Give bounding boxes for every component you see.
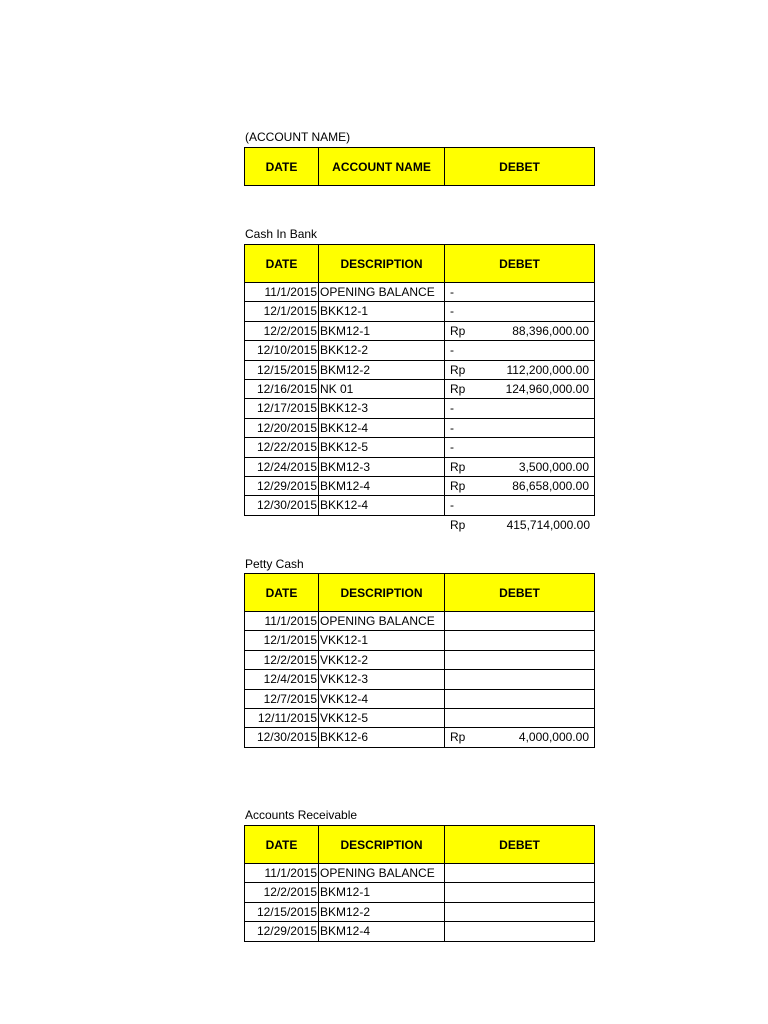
debet-cell bbox=[445, 361, 595, 380]
description-cell: BKK12-5 bbox=[319, 438, 445, 457]
table-row bbox=[244, 903, 595, 922]
table-row bbox=[244, 728, 595, 747]
table-row bbox=[244, 380, 595, 399]
amount-value: 3,500,000.00 bbox=[518, 459, 589, 474]
currency-label bbox=[450, 612, 498, 630]
table-row bbox=[244, 922, 595, 941]
currency-label bbox=[450, 903, 498, 921]
table-body bbox=[244, 612, 595, 748]
header-debet: DEBET bbox=[499, 159, 540, 174]
description-cell: VKK12-3 bbox=[319, 670, 445, 689]
description-cell: VKK12-4 bbox=[319, 690, 445, 709]
section-title: Cash In Bank bbox=[245, 227, 318, 241]
amount-value bbox=[498, 399, 589, 417]
amount-value bbox=[498, 302, 589, 320]
header-debet: DEBET bbox=[499, 585, 540, 600]
currency-label: Rp bbox=[450, 478, 466, 493]
header-date: DATE bbox=[245, 148, 319, 185]
debet-cell bbox=[445, 399, 595, 418]
total-amount-value: 415,714,000.00 bbox=[506, 517, 590, 532]
debet-cell bbox=[445, 709, 595, 728]
date-cell: 12/10/2015 bbox=[244, 341, 319, 360]
table-row bbox=[244, 670, 595, 689]
date-cell: 12/20/2015 bbox=[244, 419, 319, 438]
date-cell: 12/16/2015 bbox=[244, 380, 319, 399]
debet-cell bbox=[445, 631, 595, 650]
header-description: DESCRIPTION bbox=[319, 826, 445, 863]
amount-value bbox=[498, 341, 589, 359]
table-row bbox=[244, 883, 595, 902]
date-cell: 11/1/2015 bbox=[244, 283, 319, 302]
currency-label bbox=[450, 670, 498, 688]
date-cell: 12/2/2015 bbox=[244, 651, 319, 670]
table-row bbox=[244, 612, 595, 631]
amount-value bbox=[498, 631, 589, 649]
table-body bbox=[244, 283, 595, 535]
debet-cell bbox=[445, 922, 595, 941]
description-cell: BKK12-6 bbox=[319, 728, 445, 747]
date-cell: 12/22/2015 bbox=[244, 438, 319, 457]
date-cell: 12/15/2015 bbox=[244, 361, 319, 380]
empty-cell bbox=[319, 516, 445, 535]
currency-label: Rp bbox=[450, 362, 466, 377]
debet-cell bbox=[445, 341, 595, 360]
amount-value bbox=[498, 438, 589, 456]
currency-label bbox=[450, 922, 498, 940]
amount-value bbox=[498, 419, 589, 437]
debet-cell bbox=[445, 380, 595, 399]
amount-value: 86,658,000.00 bbox=[512, 478, 589, 493]
description-cell: BKK12-2 bbox=[319, 341, 445, 360]
description-cell: BKM12-2 bbox=[319, 361, 445, 380]
currency-label: - bbox=[450, 285, 454, 299]
amount-value bbox=[498, 883, 589, 901]
currency-label: Rp bbox=[450, 323, 466, 338]
currency-label: - bbox=[450, 420, 454, 435]
amount-value bbox=[498, 670, 589, 688]
currency-label bbox=[450, 690, 498, 708]
debet-cell bbox=[445, 458, 595, 477]
description-cell: OPENING BALANCE bbox=[319, 864, 445, 883]
total-debet-cell bbox=[445, 516, 595, 535]
table-header bbox=[244, 147, 595, 186]
table-row bbox=[244, 399, 595, 418]
table-header bbox=[244, 244, 595, 283]
description-cell: BKM12-4 bbox=[319, 922, 445, 941]
header-date: DATE bbox=[245, 245, 319, 282]
currency-label bbox=[450, 631, 498, 649]
date-cell: 12/15/2015 bbox=[244, 903, 319, 922]
date-cell: 12/30/2015 bbox=[244, 728, 319, 747]
table-row bbox=[244, 419, 595, 438]
table-row bbox=[244, 864, 595, 883]
header-date: DATE bbox=[245, 826, 319, 863]
table-row bbox=[244, 477, 595, 496]
amount-value bbox=[498, 690, 589, 708]
section-title: (ACCOUNT NAME) bbox=[245, 130, 351, 144]
description-cell: VKK12-2 bbox=[319, 651, 445, 670]
date-cell: 12/29/2015 bbox=[244, 922, 319, 941]
debet-cell bbox=[445, 612, 595, 631]
table-row bbox=[244, 631, 595, 650]
currency-label: - bbox=[450, 498, 454, 513]
description-cell: BKM12-3 bbox=[319, 458, 445, 477]
table-header bbox=[244, 825, 595, 864]
amount-value bbox=[498, 922, 589, 940]
debet-cell bbox=[445, 419, 595, 438]
debet-cell bbox=[445, 302, 595, 321]
amount-value: 4,000,000.00 bbox=[518, 730, 589, 745]
debet-cell bbox=[445, 670, 595, 689]
currency-label: Rp bbox=[450, 381, 466, 396]
header-description: DESCRIPTION bbox=[319, 245, 445, 282]
section-title: Accounts Receivable bbox=[245, 808, 358, 822]
debet-cell bbox=[445, 690, 595, 709]
currency-label: Rp bbox=[450, 730, 466, 745]
date-cell: 12/2/2015 bbox=[244, 322, 319, 341]
amount-value bbox=[498, 864, 589, 882]
amount-value bbox=[498, 283, 589, 301]
date-cell: 12/24/2015 bbox=[244, 458, 319, 477]
date-cell: 11/1/2015 bbox=[244, 864, 319, 883]
table-body bbox=[244, 864, 595, 942]
currency-label bbox=[450, 883, 498, 901]
table-row bbox=[244, 322, 595, 341]
description-cell: BKM12-1 bbox=[319, 322, 445, 341]
table-row bbox=[244, 341, 595, 360]
description-cell: BKK12-1 bbox=[319, 302, 445, 321]
debet-cell bbox=[445, 728, 595, 747]
description-cell: VKK12-1 bbox=[319, 631, 445, 650]
table-row bbox=[244, 361, 595, 380]
description-cell: OPENING BALANCE bbox=[319, 283, 445, 302]
amount-value bbox=[498, 612, 589, 630]
description-cell: BKK12-4 bbox=[319, 496, 445, 515]
section-title: Petty Cash bbox=[245, 557, 304, 571]
amount-value bbox=[498, 903, 589, 921]
table-row bbox=[244, 438, 595, 457]
currency-label: Rp bbox=[450, 517, 466, 532]
header-account-name: ACCOUNT NAME bbox=[319, 148, 445, 185]
amount-value bbox=[498, 496, 589, 514]
table-row bbox=[244, 302, 595, 321]
description-cell: NK 01 bbox=[319, 380, 445, 399]
table-row bbox=[244, 496, 595, 515]
table-row bbox=[244, 458, 595, 477]
table-row bbox=[244, 283, 595, 302]
debet-cell bbox=[445, 864, 595, 883]
description-cell: BKK12-4 bbox=[319, 419, 445, 438]
debet-cell bbox=[445, 651, 595, 670]
description-cell: BKM12-4 bbox=[319, 477, 445, 496]
description-cell: BKM12-2 bbox=[319, 903, 445, 922]
debet-cell bbox=[445, 283, 595, 302]
table-row bbox=[244, 709, 595, 728]
header-debet: DEBET bbox=[499, 256, 540, 271]
table-row bbox=[244, 651, 595, 670]
description-cell: BKK12-3 bbox=[319, 399, 445, 418]
currency-label bbox=[450, 709, 498, 727]
date-cell: 12/30/2015 bbox=[244, 496, 319, 515]
table-header bbox=[244, 573, 595, 612]
date-cell: 12/11/2015 bbox=[244, 709, 319, 728]
amount-value: 112,200,000.00 bbox=[506, 362, 589, 377]
header-debet: DEBET bbox=[499, 837, 540, 852]
date-cell: 12/17/2015 bbox=[244, 399, 319, 418]
date-cell: 12/1/2015 bbox=[244, 302, 319, 321]
date-cell: 12/7/2015 bbox=[244, 690, 319, 709]
description-cell: VKK12-5 bbox=[319, 709, 445, 728]
date-cell: 11/1/2015 bbox=[244, 612, 319, 631]
amount-value bbox=[498, 709, 589, 727]
currency-label: Rp bbox=[450, 459, 466, 474]
debet-cell bbox=[445, 883, 595, 902]
debet-cell bbox=[445, 438, 595, 457]
amount-value: 88,396,000.00 bbox=[512, 323, 589, 338]
currency-label bbox=[450, 651, 498, 669]
header-date: DATE bbox=[245, 574, 319, 611]
description-cell: BKM12-1 bbox=[319, 883, 445, 902]
empty-cell bbox=[244, 516, 319, 535]
amount-value bbox=[498, 651, 589, 669]
table-row bbox=[244, 690, 595, 709]
debet-cell bbox=[445, 496, 595, 515]
total-row bbox=[244, 516, 595, 535]
date-cell: 12/2/2015 bbox=[244, 883, 319, 902]
currency-label: - bbox=[450, 401, 454, 416]
amount-value: 124,960,000.00 bbox=[505, 381, 589, 396]
description-cell: OPENING BALANCE bbox=[319, 612, 445, 631]
date-cell: 12/29/2015 bbox=[244, 477, 319, 496]
currency-label bbox=[450, 864, 498, 882]
debet-cell bbox=[445, 477, 595, 496]
debet-cell bbox=[445, 322, 595, 341]
date-cell: 12/1/2015 bbox=[244, 631, 319, 650]
currency-label: - bbox=[450, 304, 454, 319]
currency-label: - bbox=[450, 440, 454, 455]
header-description: DESCRIPTION bbox=[319, 574, 445, 611]
date-cell: 12/4/2015 bbox=[244, 670, 319, 689]
debet-cell bbox=[445, 903, 595, 922]
currency-label: - bbox=[450, 343, 454, 358]
